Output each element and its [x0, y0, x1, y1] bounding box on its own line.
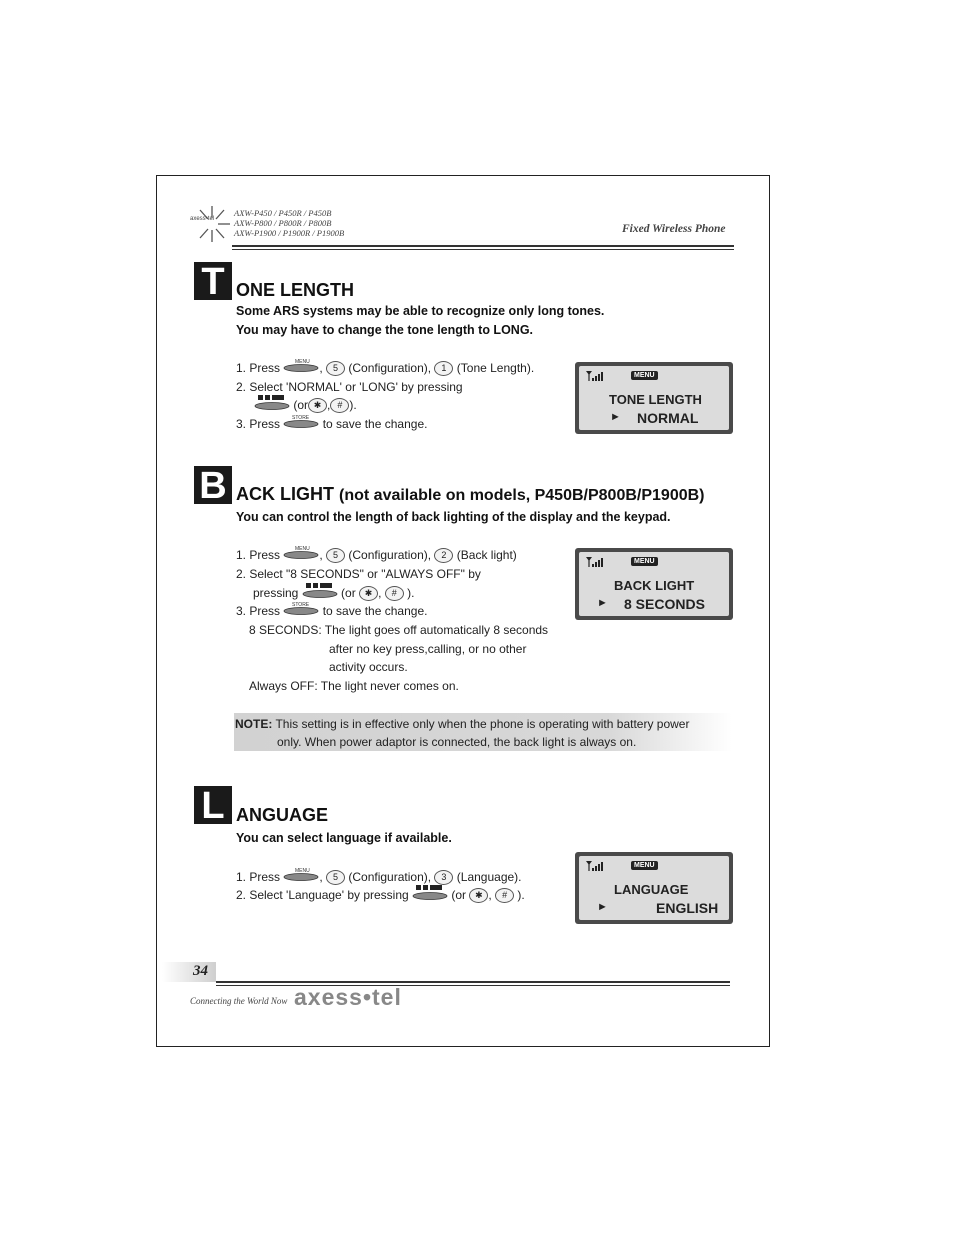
step-2-cont: pressing (or ✱ , # ). — [253, 586, 414, 601]
note-label: NOTE: — [235, 717, 273, 731]
step-2: 2. Select "8 SECONDS" or "ALWAYS OFF" by — [236, 567, 481, 581]
step-3 — [236, 601, 428, 618]
product-name: Fixed Wireless Phone — [622, 223, 726, 235]
step-text: (Configuration), — [348, 548, 432, 562]
step-text: (Tone Length). — [456, 361, 535, 375]
star-key-icon: ✱ — [308, 398, 327, 413]
store-key-icon — [283, 414, 319, 430]
lcd-title: BACK LIGHT — [614, 578, 695, 593]
model-list — [234, 208, 344, 238]
header-rule — [232, 249, 734, 250]
step-text: ). — [349, 398, 357, 412]
nav-key-icon — [254, 401, 290, 411]
lcd-title: TONE LENGTH — [609, 392, 702, 407]
lcd-arrow-icon: ► — [597, 597, 608, 609]
lcd-menu-badge: MENU — [631, 861, 658, 870]
footer-slogan: Connecting the World Now — [190, 996, 288, 1006]
signal-icon — [585, 860, 605, 872]
header-logo-text: axess•tel — [190, 216, 215, 222]
step-1: 1. Press MENU , 5 (Configuration), 2 (Back light) — [236, 545, 517, 562]
key-3-icon: 3 — [434, 870, 453, 885]
lcd-menu-badge: MENU — [631, 557, 658, 566]
description: after no key press,calling, or no other — [329, 642, 527, 656]
menu-key-label: MENU — [295, 867, 311, 874]
step-text: ). — [407, 586, 415, 600]
intro-text: Some ARS systems may be able to recognize only long tones. — [236, 304, 605, 318]
note-box — [234, 713, 732, 751]
step-text: 1. Press — [236, 870, 281, 884]
note-line-2: only. When power adaptor is connected, the back light is always on. — [277, 735, 637, 749]
signal-icon — [585, 370, 605, 382]
intro-text: You can control the length of back lighting of the display and the keypad. — [236, 510, 671, 524]
header-rule — [232, 245, 734, 247]
step-2-cont: (or ✱ , # ). — [254, 398, 357, 413]
section-title-sub: (not available on models, P450B/P800B/P1900B) — [339, 487, 705, 504]
model-line: AXW-P450 / P450R / P450B — [234, 208, 332, 218]
step-text: (Configuration), — [348, 361, 432, 375]
intro-text: You can select language if available. — [236, 831, 452, 845]
store-key-label: STORE — [292, 414, 310, 421]
section-initial: B — [194, 466, 232, 504]
lcd-value: NORMAL — [637, 410, 699, 426]
step-2: 2. Select 'Language' by pressing (or ✱ , # ). — [236, 888, 525, 903]
lcd-display — [575, 362, 733, 434]
step-text: 1. Press — [236, 548, 281, 562]
store-key-icon — [283, 601, 319, 617]
menu-key-label: MENU — [295, 545, 311, 552]
description: activity occurs. — [329, 660, 408, 674]
lcd-display — [575, 852, 733, 924]
page-number: 34 — [193, 963, 208, 979]
step-text: 2. Select 'Language' by pressing — [236, 888, 409, 902]
key-2-icon: 2 — [434, 548, 453, 563]
section-title: ANGUAGE — [236, 805, 329, 825]
star-key-icon: ✱ — [359, 586, 378, 601]
lcd-display — [575, 548, 733, 620]
section-title-main: ACK LIGHT — [236, 484, 334, 504]
step-text: 3. Press — [236, 604, 281, 618]
step-2: 2. Select 'NORMAL' or 'LONG' by pressing — [236, 380, 463, 394]
lcd-arrow-icon: ► — [610, 411, 621, 423]
lcd-menu-badge: MENU — [631, 371, 658, 380]
key-1-icon: 1 — [434, 361, 453, 376]
hash-key-icon: # — [495, 888, 514, 903]
step-text: (Back light) — [456, 548, 517, 562]
menu-key-label: MENU — [295, 358, 311, 365]
section-initial: T — [194, 262, 232, 300]
step-text: to save the change. — [322, 604, 428, 618]
step-text: (or — [451, 888, 467, 902]
step-text: (or — [293, 398, 309, 412]
footer-rule — [216, 981, 730, 983]
lcd-value: 8 SECONDS — [624, 596, 705, 612]
step-text: ). — [517, 888, 525, 902]
intro-text: You may have to change the tone length to LONG. — [236, 323, 534, 337]
axesstel-logo-icon — [192, 204, 232, 244]
key-5-icon: 5 — [326, 870, 345, 885]
section-title — [236, 484, 705, 505]
menu-key-icon — [283, 358, 319, 374]
menu-key-icon — [283, 545, 319, 561]
note-line-1 — [235, 717, 689, 731]
key-5-icon: 5 — [326, 548, 345, 563]
menu-key-icon — [283, 867, 319, 883]
step-text: pressing — [253, 586, 299, 600]
step-text: (Configuration), — [348, 870, 432, 884]
model-line: AXW-P800 / P800R / P800B — [234, 218, 332, 228]
hash-key-icon: # — [385, 586, 404, 601]
description: 8 SECONDS: The light goes off automatically 8 seconds — [249, 623, 549, 637]
nav-key-icon — [412, 891, 448, 901]
step-text: to save the change. — [322, 417, 428, 431]
step-1: 1. Press MENU , 5 (Configuration), 1 (Tone Length). — [236, 358, 535, 375]
signal-icon — [585, 556, 605, 568]
model-line: AXW-P1900 / P1900R / P1900B — [234, 228, 345, 238]
note-text: This setting is in effective only when the phone is operating with battery power — [275, 717, 690, 731]
lcd-arrow-icon: ► — [597, 901, 608, 913]
section-title: ONE LENGTH — [236, 280, 355, 300]
step-3 — [236, 414, 428, 431]
step-text: (or — [341, 586, 356, 600]
step-1: 1. Press MENU , 5 (Configuration), 3 (Language). — [236, 867, 522, 884]
lcd-title: LANGUAGE — [614, 882, 689, 897]
step-text: 1. Press — [236, 361, 281, 375]
step-text: 3. Press — [236, 417, 281, 431]
hash-key-icon: # — [330, 398, 349, 413]
section-initial: L — [194, 786, 232, 824]
store-key-label: STORE — [292, 601, 310, 608]
lcd-value: ENGLISH — [656, 900, 719, 916]
key-5-icon: 5 — [326, 361, 345, 376]
star-key-icon: ✱ — [469, 888, 488, 903]
nav-key-icon — [302, 589, 338, 599]
footer-brand-logo: axess•tel — [294, 984, 402, 1010]
step-text: (Language). — [456, 870, 522, 884]
description: Always OFF: The light never comes on. — [249, 679, 459, 693]
